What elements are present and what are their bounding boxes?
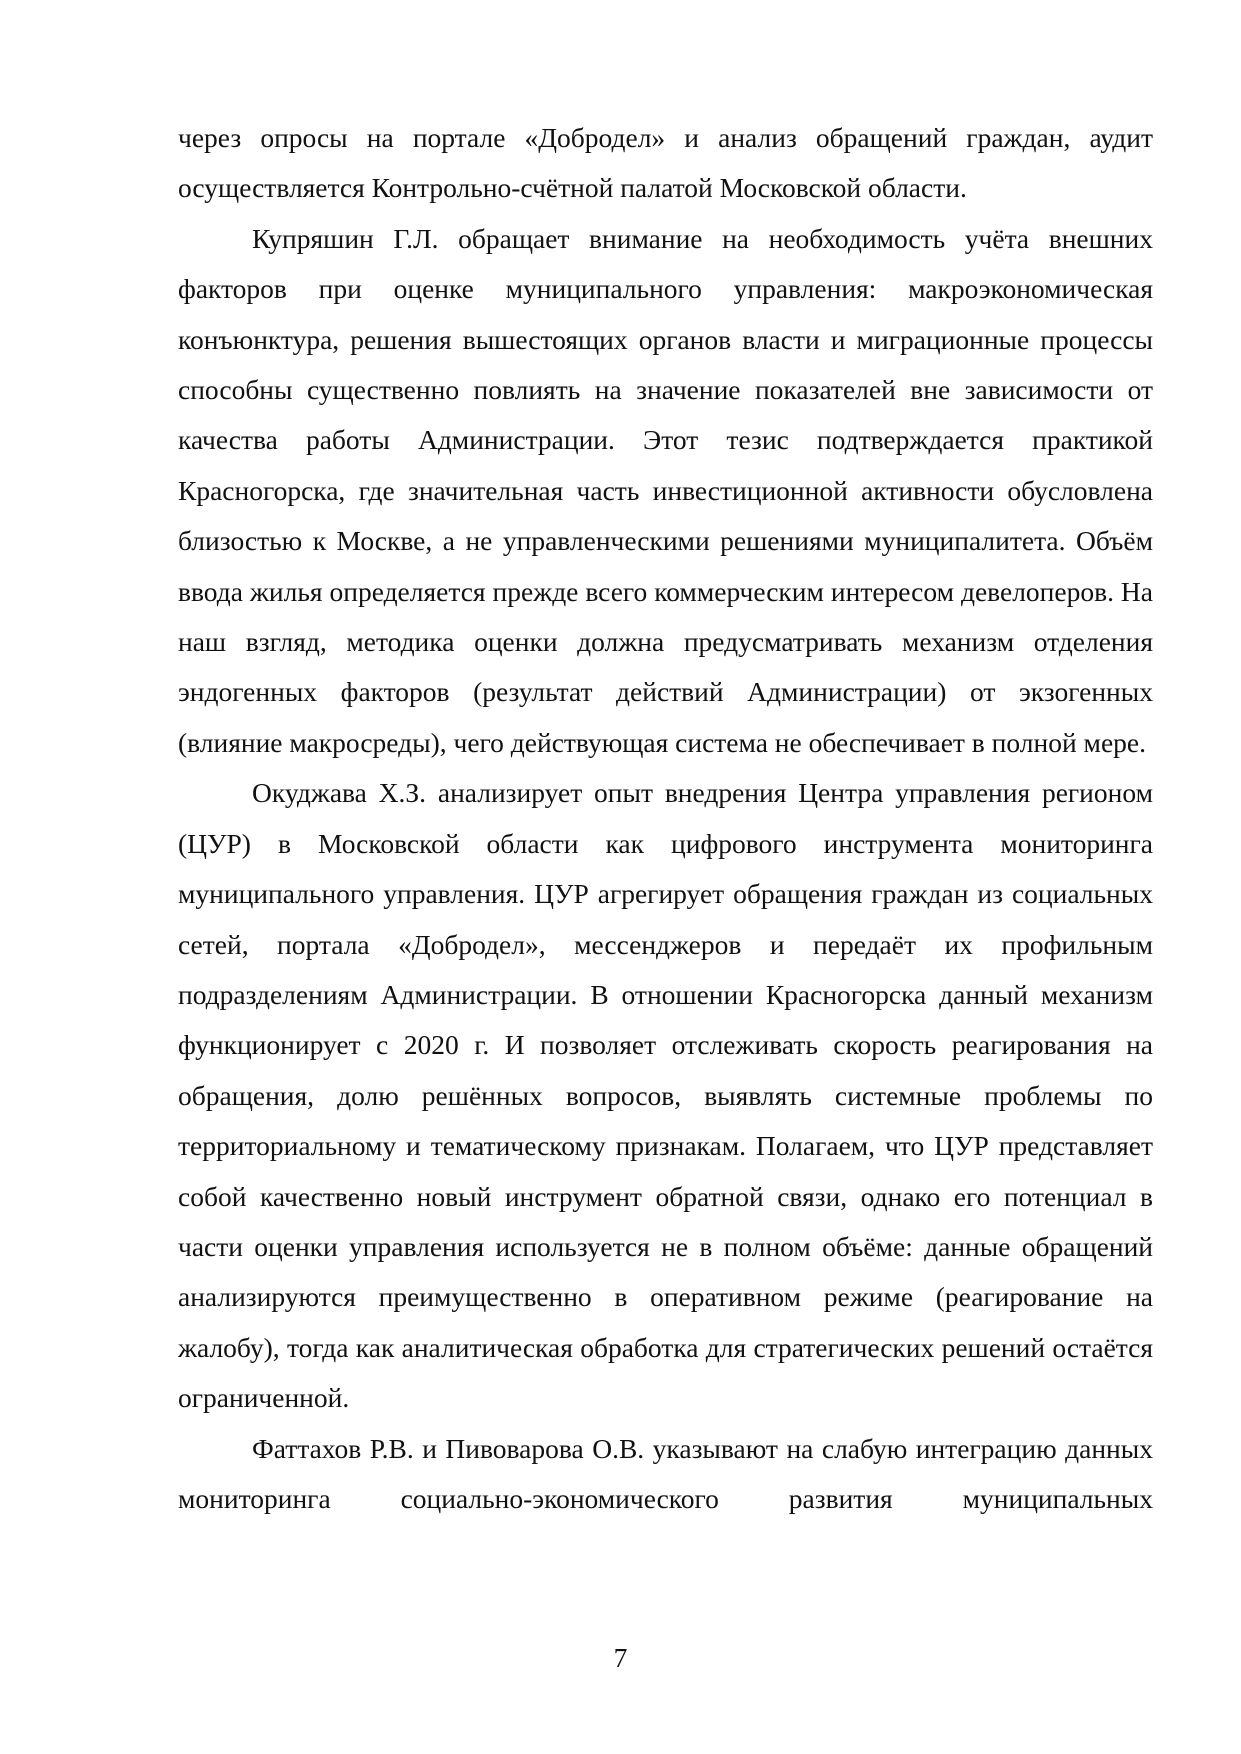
paragraph-continuation: через опросы на портале «Добродел» и анализ обращений граждан, аудит осуществляется Контрольно-счётной палатой Московской области. [178,122,1153,204]
paragraph-fattakhov: Фаттахов Р.В. и Пивоварова О.В. указывают на слабую интеграцию данных мониторинга социально-экономического развития муниципальных [178,1432,1153,1514]
paragraph-kupryashin: Купряшин Г.Л. обращает внимание на необходимость учёта внешних факторов при оценке муниципального управления: макроэкономическая конъюнктура, решения вышестоящих органов власти и миграционные процессы способны существенно повлиять на значение показателей вне зависимости от качества работы Администрации. Этот тезис подтверждается практикой Красногорска, где значительная часть инвестиционной активности обусловлена близостью к Москве, а не управленческими решениями муниципалитета. Объём ввода жилья определяется прежде всего коммерческим интересом девелоперов. На наш взгляд, методика оценки должна предусматривать механизм отделения эндогенных факторов (результат действий Администрации) от экзогенных (влияние макросреды), чего действующая система не обеспечивает в полной мере. [178,222,1153,758]
page-number: 7 [613,1642,628,1673]
document-page [178,113,1153,1524]
paragraph-okudzhava: Окуджава Х.З. анализирует опыт внедрения Центра управления регионом (ЦУР) в Московской области как цифрового инструмента мониторинга муниципального управления. ЦУР агрегирует обращения граждан из социальных сетей, портала «Добродел», мессенджеров и передаёт их профильным подразделениям Администрации. В отношении Красногорска данный механизм функционирует с 2020 г. И позволяет отслеживать скорость реагирования на обращения, долю решённых вопросов, выявлять системные проблемы по территориальному и тематическому признакам. Полагаем, что ЦУР представляет собой качественно новый инструмент обратной связи, однако его потенциал в части оценки управления используется не в полном объёме: данные обращений анализируются преимущественно в оперативном режиме (реагирование на жалобу), тогда как аналитическая обработка для стратегических решений остаётся ограниченной. [178,777,1153,1414]
